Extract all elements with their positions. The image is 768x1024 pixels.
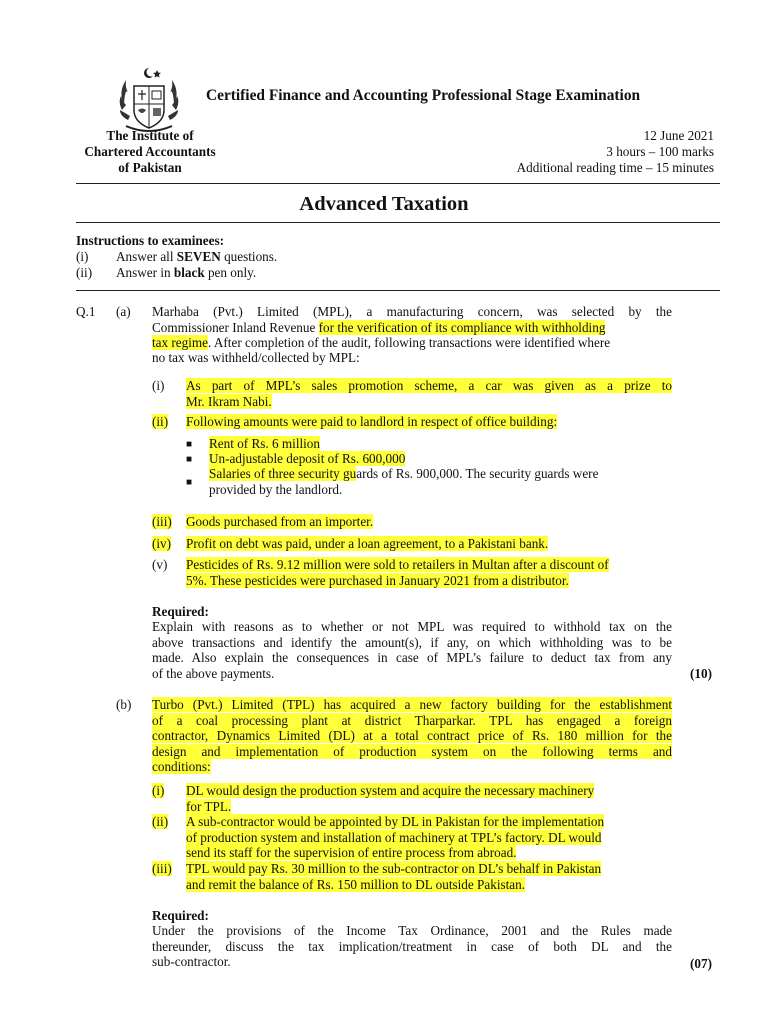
subject-title: Advanced Taxation <box>299 193 469 215</box>
required-heading: Required: <box>152 604 209 619</box>
exam-title: Certified Finance and Accounting Professional Stage Examination <box>206 87 641 104</box>
item-text: A sub-contractor would be appointed by DL in Pakistan for the implementation of production system and installation of machinery at TPL’s factory. DL would send its staff for the supervision of entire process from abroad. <box>186 814 605 861</box>
item-text: DL would design the production system and acquire the necessary machinery for TPL. <box>186 783 595 814</box>
instructions-heading: Instructions to examinees: <box>76 233 224 248</box>
divider <box>76 183 720 184</box>
item-text: Profit on debt was paid, under a loan agreement, to a Pakistani bank. <box>186 536 549 551</box>
marks-label: (10) <box>690 666 712 681</box>
instruction-item: (i) Answer all SEVEN questions. <box>76 249 278 264</box>
bullet-text: Un-adjustable deposit of Rs. 600,000 <box>209 451 406 466</box>
institute-line: of Pakistan <box>118 160 182 175</box>
q1a-intro-line: Marhaba (Pvt.) Limited (MPL), a manufacturing concern, was selected by the <box>152 304 672 319</box>
exam-duration: 3 hours – 100 marks <box>606 144 714 159</box>
q1a-intro-line: no tax was withheld/collected by MPL: <box>152 350 360 365</box>
question-number: Q.1 <box>76 304 96 319</box>
institute-name <box>60 128 240 176</box>
institute-line: The Institute of <box>106 128 194 143</box>
reading-time: Additional reading time – 15 minutes <box>516 160 714 175</box>
instruction-number: (i) <box>76 249 89 264</box>
divider <box>76 290 720 291</box>
item-number: (v) <box>152 557 168 572</box>
item-text: Goods purchased from an importer. <box>186 514 374 529</box>
item-number: (ii) <box>152 414 169 429</box>
bullet-icon: ■ <box>186 477 193 488</box>
q1b-intro: Turbo (Pvt.) Limited (TPL) has acquired a new factory building for the establishment of a coal processing plant at district Tharparkar. TPL has engaged a foreign contractor, Dynamics Limited (DL) at a total contract price of Rs. 180 million for the design and implementation of production system on the following terms and conditions: <box>152 697 672 775</box>
required-heading: Required: <box>152 908 209 923</box>
part-label-a: (a) <box>116 304 131 319</box>
institute-line: Chartered Accountants <box>84 144 216 159</box>
q1a-intro-line: Commissioner Inland Revenue for the verification of its compliance with withholding <box>152 320 606 335</box>
divider <box>76 222 720 223</box>
instruction-item: (ii) Answer in black pen only. <box>76 265 257 280</box>
item-number: (iii) <box>152 861 172 876</box>
item-number: (ii) <box>152 814 169 829</box>
item-text: Pesticides of Rs. 9.12 million were sold to retailers in Multan after a discount of 5%. These pesticides were purchased in January 2021 from a distributor. <box>186 557 609 588</box>
item-number: (i) <box>152 783 165 798</box>
q1a-intro-line: tax regime. After completion of the audit, following transactions were identified where <box>152 335 611 350</box>
item-number: (iv) <box>152 536 172 551</box>
item-text: Following amounts were paid to landlord in respect of office building: <box>186 414 558 429</box>
item-number: (i) <box>152 378 165 393</box>
part-label-b: (b) <box>116 697 132 712</box>
item-text: As part of MPL’s sales promotion scheme, a car was given as a prize to Mr. Ikram Nabi. <box>186 378 672 409</box>
bullet-icon: ■ <box>186 454 193 465</box>
required-text: Under the provisions of the Income Tax Ordinance, 2001 and the Rules made thereunder, discuss the tax implication/treatment in case of both DL and the sub-contractor. <box>152 923 672 970</box>
item-text: TPL would pay Rs. 30 million to the sub-contractor on DL’s behalf in Pakistan and remit the balance of Rs. 150 million to DL outside Pakistan. <box>186 861 602 892</box>
bullet-icon: ■ <box>186 439 193 450</box>
bullet-text: Rent of Rs. 6 million <box>209 436 320 451</box>
instruction-number: (ii) <box>76 265 93 280</box>
exam-meta <box>517 128 714 176</box>
bullet-text: Salaries of three security guards of Rs. 900,000. The security guards were provided by the landlord. <box>209 466 599 497</box>
marks-label: (07) <box>690 956 712 971</box>
item-number: (iii) <box>152 514 172 529</box>
icap-crest-logo <box>112 64 186 138</box>
required-text: Explain with reasons as to whether or not MPL was required to withhold tax on the above transactions and identify the amount(s), if any, on which withholding was to be made. Also explain the consequences in case of MPL’s failure to deduct tax from any of the above payments. <box>152 619 672 681</box>
exam-date: 12 June 2021 <box>643 128 714 143</box>
